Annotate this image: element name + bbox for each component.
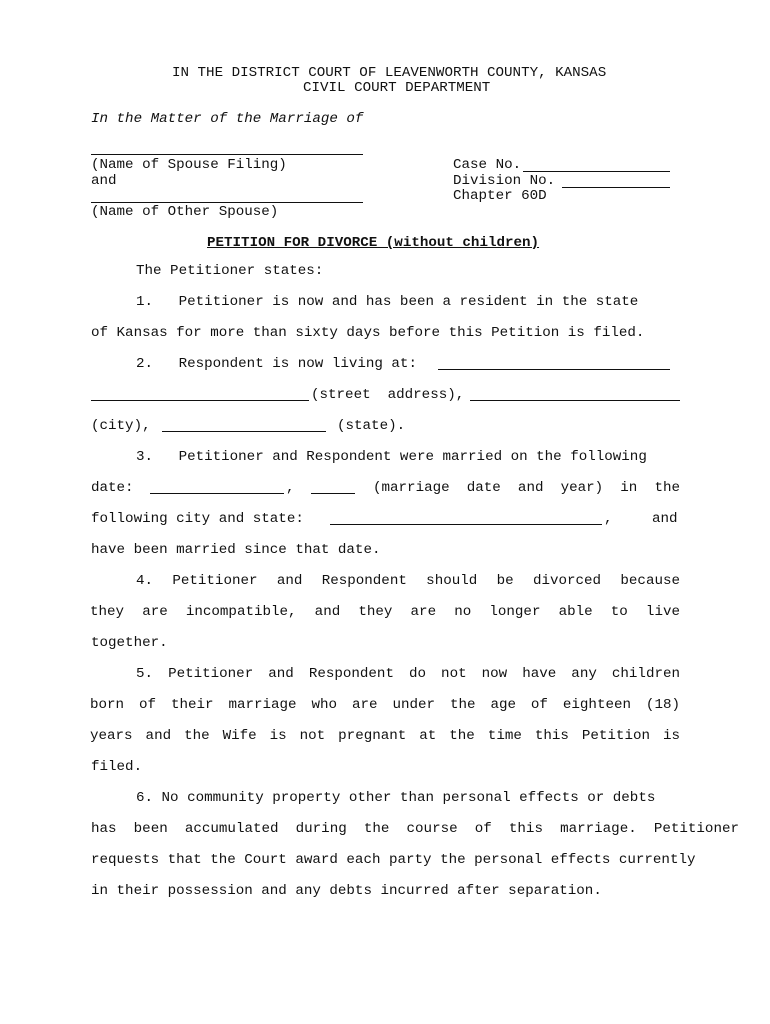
p6-line2: has been accumulated during the course of this marriage. Petitioner [91, 821, 739, 837]
state-label: (state). [337, 418, 406, 434]
p5-line3: years and the Wife is not pregnant at the time this Petition is [90, 728, 680, 744]
street-field[interactable] [91, 400, 309, 401]
p1-line1: 1. Petitioner is now and has been a resident in the state [136, 294, 639, 310]
other-spouse-label: (Name of Other Spouse) [91, 204, 279, 220]
case-no-label: Case No. [453, 157, 522, 173]
matter-caption: In the Matter of the Marriage of [91, 111, 364, 127]
marriage-date-text: (marriage date and year) in the [373, 480, 680, 496]
p6-line1: 6. No community property other than personal effects or debts [136, 790, 656, 806]
p4-line2: they are incompatible, and they are no longer able to live [90, 604, 680, 620]
date-label: date: [91, 480, 134, 496]
city-state-comma: , [604, 511, 613, 527]
other-spouse-line[interactable] [91, 202, 363, 203]
p3-line4: have been married since that date. [91, 542, 381, 558]
spouse-filing-line[interactable] [91, 154, 363, 155]
intro-text: The Petitioner states: [136, 263, 324, 279]
and-text: and [652, 511, 678, 527]
street-label: (street address), [311, 387, 465, 403]
p4-line1: 4. Petitioner and Respondent should be divorced because [136, 573, 680, 589]
case-no-field[interactable] [523, 171, 670, 172]
court-heading: IN THE DISTRICT COURT OF LEAVENWORTH COUNTY, KANSAS [172, 65, 607, 81]
chapter-label: Chapter 60D [453, 188, 547, 204]
spouse-filing-label: (Name of Spouse Filing) [91, 157, 287, 173]
petition-title: PETITION FOR DIVORCE (without children) [207, 235, 540, 251]
division-no-field[interactable] [562, 187, 670, 188]
city-label: (city), [91, 418, 151, 434]
p4-line3: together. [91, 635, 168, 651]
p3-line1: 3. Petitioner and Respondent were married on the following [136, 449, 647, 465]
p6-line3: requests that the Court award each party the personal effects currently [91, 852, 696, 868]
city-state-label: following city and state: [91, 511, 304, 527]
division-no-label: Division No. [453, 173, 556, 189]
respondent-address-field[interactable] [438, 369, 670, 370]
p5-line4: filed. [91, 759, 143, 775]
p5-line1: 5. Petitioner and Respondent do not now have any children [136, 666, 680, 682]
marriage-date-field[interactable] [150, 493, 284, 494]
p1-line2: of Kansas for more than sixty days before this Petition is filed. [91, 325, 645, 341]
and-label: and [91, 173, 117, 189]
p6-line4: in their possession and any debts incurred after separation. [91, 883, 602, 899]
street-field-2[interactable] [470, 400, 680, 401]
p2-lead: 2. Respondent is now living at: [136, 356, 417, 372]
p5-line2: born of their marriage who are under the age of eighteen (18) [90, 697, 680, 713]
department-heading: CIVIL COURT DEPARTMENT [303, 80, 491, 96]
city-state-field[interactable] [162, 431, 326, 432]
marriage-year-field[interactable] [311, 493, 355, 494]
marriage-city-state-field[interactable] [330, 524, 602, 525]
date-comma: , [286, 480, 295, 496]
